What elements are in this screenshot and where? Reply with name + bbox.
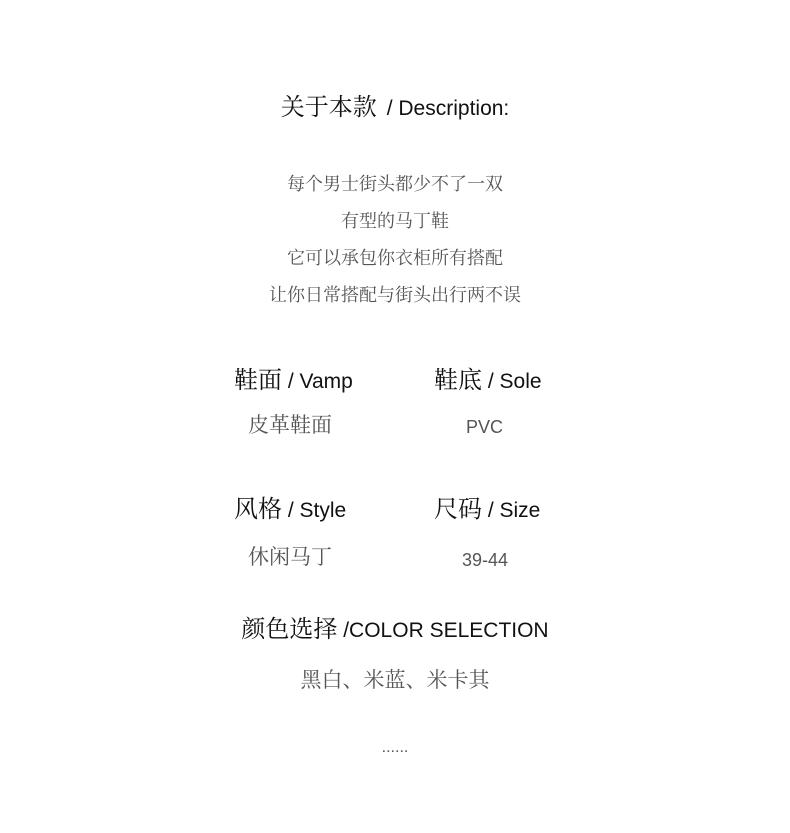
color-options: 黑白、米蓝、米卡其 <box>300 668 490 692</box>
vamp-label-chinese: 鞋面 <box>234 366 282 394</box>
size-label-chinese: 尺码 <box>434 495 482 523</box>
continuation-ellipsis: ...... <box>381 739 409 756</box>
vamp-heading <box>234 364 353 398</box>
style-label-chinese: 风格 <box>234 495 282 523</box>
sole-value: PVC <box>466 417 504 437</box>
sole-heading <box>434 364 542 398</box>
page-title <box>0 90 790 126</box>
title-chinese: 关于本款 <box>280 93 377 121</box>
description-line-1: 每个男士街头都少不了一双 <box>287 174 503 195</box>
sole-label-chinese: 鞋底 <box>434 366 482 394</box>
style-heading <box>234 493 346 527</box>
sole-label-english: / Sole <box>482 370 542 393</box>
vamp-value: 皮革鞋面 <box>248 413 332 437</box>
style-label-english: / Style <box>282 499 347 522</box>
description-line-3: 它可以承包你衣柜所有搭配 <box>287 248 503 269</box>
size-heading <box>434 493 540 527</box>
description-line-4: 让你日常搭配与街头出行两不误 <box>269 285 521 306</box>
style-value: 休闲马丁 <box>248 545 332 569</box>
title-english: / Description: <box>386 97 510 120</box>
color-label-english: /COLOR SELECTION <box>337 619 549 642</box>
size-label-english: / Size <box>482 499 541 522</box>
color-label-chinese: 颜色选择 <box>241 615 338 643</box>
vamp-label-english: / Vamp <box>282 370 353 393</box>
color-selection-heading <box>0 613 790 647</box>
size-value: 39-44 <box>462 550 509 570</box>
description-line-2: 有型的马丁鞋 <box>341 211 449 232</box>
